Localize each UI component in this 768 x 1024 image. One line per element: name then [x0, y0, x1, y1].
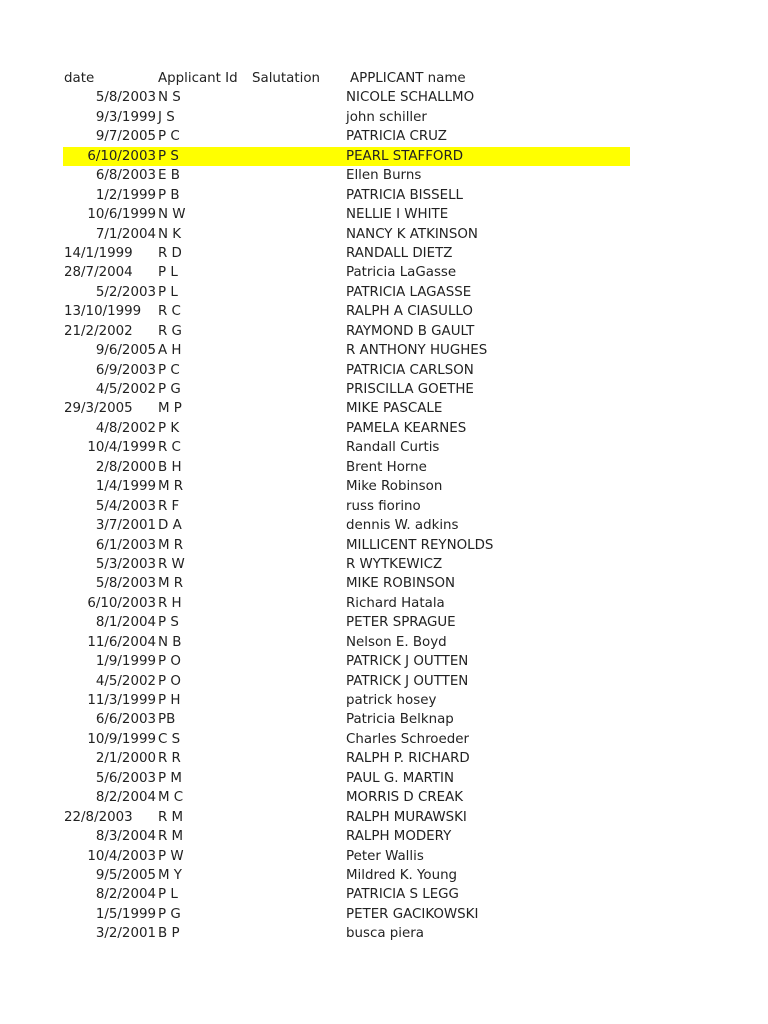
applicant-name-cell[interactable]: PATRICIA CRUZ: [346, 129, 447, 145]
header-applicant-id: Applicant Id: [158, 71, 238, 86]
applicant-name-cell[interactable]: PAMELA KEARNES: [346, 420, 467, 436]
table-row[interactable]: [0, 827, 768, 846]
date-cell[interactable]: 3/7/2001: [95, 518, 156, 534]
applicant-id-cell[interactable]: P S: [158, 615, 179, 631]
applicant-name-cell[interactable]: Patricia Belknap: [346, 712, 454, 728]
applicant-id-cell[interactable]: M P: [158, 401, 182, 417]
date-cell[interactable]: 11/6/2004: [87, 634, 156, 650]
table-row[interactable]: [0, 438, 768, 457]
applicant-id-cell[interactable]: R M: [158, 829, 184, 845]
date-cell[interactable]: 9/7/2005: [95, 129, 156, 145]
applicant-id-cell[interactable]: N W: [158, 207, 186, 223]
applicant-id-cell[interactable]: M R: [158, 479, 184, 495]
date-cell[interactable]: 29/3/2005: [64, 401, 133, 417]
date-cell[interactable]: 5/4/2003: [95, 498, 156, 514]
applicant-id-cell[interactable]: E B: [158, 168, 180, 184]
table-row[interactable]: [0, 613, 768, 632]
applicant-id-cell[interactable]: R H: [158, 595, 182, 611]
applicant-id-cell[interactable]: B P: [158, 926, 180, 942]
applicant-name-cell[interactable]: NICOLE SCHALLMO: [346, 90, 475, 106]
applicant-name-cell[interactable]: R WYTKEWICZ: [346, 556, 443, 572]
applicant-name-cell[interactable]: NELLIE I WHITE: [346, 207, 449, 223]
applicant-name-cell[interactable]: MILLICENT REYNOLDS: [346, 537, 494, 553]
applicant-id-cell[interactable]: P C: [158, 129, 180, 145]
applicant-id-cell[interactable]: P C: [158, 362, 180, 378]
date-cell[interactable]: 6/1/2003: [95, 537, 156, 553]
applicant-id-cell[interactable]: P G: [158, 382, 181, 397]
table-row[interactable]: [0, 361, 768, 380]
applicant-id-cell[interactable]: N B: [158, 634, 182, 650]
applicant-id-cell[interactable]: N S: [158, 90, 181, 106]
applicant-id-cell[interactable]: P H: [158, 693, 181, 708]
applicant-id-cell[interactable]: P B: [158, 187, 180, 203]
applicant-id-cell[interactable]: B H: [158, 459, 182, 475]
header-date: date: [64, 71, 95, 86]
date-cell[interactable]: 6/6/2003: [95, 712, 156, 728]
applicant-id-cell[interactable]: P S: [158, 148, 179, 164]
date-cell[interactable]: 3/2/2001: [95, 926, 156, 942]
date-cell[interactable]: 6/10/2003: [87, 148, 156, 164]
applicant-name-cell[interactable]: PATRICIA S LEGG: [346, 887, 459, 903]
applicant-name-cell[interactable]: busca piera: [346, 926, 424, 942]
applicant-name-cell[interactable]: Randall Curtis: [346, 440, 440, 456]
applicant-name-cell[interactable]: RANDALL DIETZ: [346, 245, 453, 261]
table-row[interactable]: [0, 730, 768, 749]
date-cell[interactable]: 21/2/2002: [64, 323, 133, 339]
date-cell[interactable]: 10/9/1999: [87, 731, 156, 747]
applicant-name-cell[interactable]: PATRICK J OUTTEN: [346, 654, 469, 670]
table-row[interactable]: [0, 244, 768, 263]
applicant-id-cell[interactable]: R R: [158, 751, 181, 767]
table-row[interactable]: [0, 749, 768, 768]
table-row[interactable]: [0, 322, 768, 341]
applicant-id-cell[interactable]: P K: [158, 420, 180, 436]
table-row[interactable]: [0, 497, 768, 516]
applicant-name-cell[interactable]: Peter Wallis: [346, 848, 424, 864]
date-cell[interactable]: 22/8/2003: [64, 809, 133, 825]
applicant-id-cell[interactable]: R F: [158, 498, 180, 514]
table-row[interactable]: [0, 866, 768, 885]
table-row[interactable]: [0, 847, 768, 866]
applicant-id-cell[interactable]: C S: [158, 731, 181, 747]
applicant-name-cell[interactable]: PATRICIA BISSELL: [346, 187, 464, 203]
date-cell[interactable]: 1/4/1999: [95, 479, 156, 495]
applicant-name-cell[interactable]: PEARL STAFFORD: [346, 148, 464, 164]
data-rows: [0, 88, 768, 943]
date-cell[interactable]: 10/4/1999: [87, 440, 156, 456]
date-cell[interactable]: 8/2/2004: [95, 887, 156, 903]
applicant-name-cell[interactable]: R ANTHONY HUGHES: [346, 343, 488, 359]
applicant-id-cell[interactable]: D A: [158, 518, 182, 534]
applicant-name-cell[interactable]: Mildred K. Young: [346, 867, 458, 883]
date-cell[interactable]: 9/3/1999: [95, 109, 156, 125]
applicant-id-cell[interactable]: P L: [158, 887, 178, 903]
applicant-name-cell[interactable]: Brent Horne: [346, 459, 427, 475]
applicant-name-cell[interactable]: PATRICIA LAGASSE: [346, 284, 472, 300]
table-row[interactable]: [0, 458, 768, 477]
date-cell[interactable]: 8/3/2004: [95, 829, 156, 845]
table-row[interactable]: [0, 769, 768, 788]
date-cell[interactable]: 9/6/2005: [95, 343, 156, 359]
applicant-id-cell[interactable]: P M: [158, 770, 182, 786]
date-cell[interactable]: 5/8/2003: [95, 90, 156, 106]
applicant-id-cell[interactable]: P O: [158, 654, 181, 670]
applicant-name-cell[interactable]: RALPH P. RICHARD: [346, 751, 470, 767]
applicant-name-cell[interactable]: RAYMOND B GAULT: [346, 323, 475, 339]
applicant-name-cell[interactable]: PATRICK J OUTTEN: [346, 673, 469, 689]
applicant-id-cell[interactable]: R M: [158, 809, 184, 825]
applicant-name-cell[interactable]: PETER GACIKOWSKI: [346, 906, 479, 922]
date-cell[interactable]: 9/5/2005: [95, 867, 156, 883]
date-cell[interactable]: 6/8/2003: [95, 168, 156, 184]
table-row[interactable]: [0, 380, 768, 399]
table-row[interactable]: [0, 205, 768, 224]
applicant-id-cell[interactable]: P G: [158, 906, 181, 922]
applicant-id-cell[interactable]: PB: [158, 712, 176, 728]
applicant-id-cell[interactable]: M Y: [158, 867, 182, 883]
applicant-id-cell[interactable]: R C: [158, 304, 181, 320]
applicant-name-cell[interactable]: Richard Hatala: [346, 595, 445, 611]
table-row[interactable]: [0, 710, 768, 729]
table-row[interactable]: [0, 399, 768, 418]
table-row[interactable]: [0, 88, 768, 107]
table-row[interactable]: [0, 186, 768, 205]
date-cell[interactable]: 4/5/2002: [95, 673, 156, 689]
header-salutation: Salutation: [252, 71, 321, 86]
table-row[interactable]: [0, 341, 768, 360]
applicant-id-cell[interactable]: M R: [158, 537, 184, 553]
applicant-name-cell[interactable]: russ fiorino: [346, 498, 421, 514]
table-row[interactable]: [0, 652, 768, 671]
applicant-sheet: [0, 69, 768, 944]
applicant-id-cell[interactable]: M R: [158, 576, 184, 592]
applicant-id-cell[interactable]: M C: [158, 790, 184, 806]
table-row[interactable]: [0, 672, 768, 691]
table-row[interactable]: [0, 594, 768, 613]
table-row[interactable]: [0, 808, 768, 827]
applicant-name-cell[interactable]: PRISCILLA GOETHE: [346, 382, 474, 397]
date-cell[interactable]: 10/4/2003: [87, 848, 156, 864]
table-row[interactable]: [0, 166, 768, 185]
applicant-id-cell[interactable]: P L: [158, 265, 178, 281]
date-cell[interactable]: 28/7/2004: [64, 265, 133, 281]
applicant-name-cell[interactable]: Charles Schroeder: [346, 731, 469, 747]
applicant-name-cell[interactable]: patrick hosey: [346, 693, 437, 708]
date-cell[interactable]: 13/10/1999: [64, 304, 142, 320]
table-row[interactable]: [0, 127, 768, 146]
applicant-name-cell[interactable]: Mike Robinson: [346, 479, 443, 495]
table-row[interactable]: [0, 225, 768, 244]
applicant-name-cell[interactable]: RALPH A CIASULLO: [346, 304, 473, 320]
applicant-name-cell[interactable]: MIKE PASCALE: [346, 401, 443, 417]
applicant-name-cell[interactable]: NANCY K ATKINSON: [346, 226, 478, 242]
header-row: [0, 69, 768, 88]
table-row[interactable]: [0, 633, 768, 652]
table-row[interactable]: [0, 477, 768, 496]
table-row[interactable]: [0, 555, 768, 574]
applicant-name-cell[interactable]: Nelson E. Boyd: [346, 634, 447, 650]
date-cell[interactable]: 7/1/2004: [95, 226, 156, 242]
table-row[interactable]: [0, 263, 768, 282]
applicant-id-cell[interactable]: N K: [158, 226, 182, 242]
date-cell[interactable]: 4/5/2002: [95, 382, 156, 397]
header-applicant-name: APPLICANT name: [350, 71, 466, 86]
date-cell[interactable]: 2/1/2000: [95, 751, 156, 767]
applicant-id-cell[interactable]: P L: [158, 284, 178, 300]
applicant-name-cell[interactable]: PETER SPRAGUE: [346, 615, 456, 631]
date-cell[interactable]: 10/6/1999: [87, 207, 156, 223]
applicant-id-cell[interactable]: P W: [158, 848, 184, 864]
date-cell[interactable]: 14/1/1999: [64, 245, 133, 261]
date-cell[interactable]: 5/8/2003: [95, 576, 156, 592]
date-cell[interactable]: 1/5/1999: [95, 906, 156, 922]
date-cell[interactable]: 6/9/2003: [95, 362, 156, 378]
date-cell[interactable]: 11/3/1999: [87, 693, 156, 708]
table-row[interactable]: [0, 302, 768, 321]
table-row[interactable]: [0, 788, 768, 807]
table-row[interactable]: [0, 108, 768, 127]
applicant-name-cell[interactable]: RALPH MODERY: [346, 829, 452, 845]
date-cell[interactable]: 8/1/2004: [95, 615, 156, 631]
date-cell[interactable]: 1/2/1999: [95, 187, 156, 203]
applicant-name-cell[interactable]: MIKE ROBINSON: [346, 576, 456, 592]
table-row[interactable]: [0, 905, 768, 924]
applicant-name-cell[interactable]: Patricia LaGasse: [346, 265, 457, 281]
applicant-id-cell[interactable]: R D: [158, 245, 182, 261]
table-row[interactable]: [0, 419, 768, 438]
applicant-id-cell[interactable]: R W: [158, 556, 185, 572]
applicant-name-cell[interactable]: Ellen Burns: [346, 168, 422, 184]
table-row[interactable]: [0, 885, 768, 904]
applicant-id-cell[interactable]: R C: [158, 440, 181, 456]
table-row[interactable]: [0, 516, 768, 535]
table-row[interactable]: [0, 924, 768, 943]
applicant-id-cell[interactable]: R G: [158, 323, 182, 339]
applicant-name-cell[interactable]: MORRIS D CREAK: [346, 790, 464, 806]
applicant-id-cell[interactable]: P O: [158, 673, 181, 689]
applicant-id-cell[interactable]: J S: [158, 109, 175, 125]
table-row[interactable]: [0, 574, 768, 593]
applicant-name-cell[interactable]: RALPH MURAWSKI: [346, 809, 467, 825]
table-row[interactable]: [0, 283, 768, 302]
date-cell[interactable]: 2/8/2000: [95, 459, 156, 475]
date-cell[interactable]: 4/8/2002: [95, 420, 156, 436]
date-cell[interactable]: 5/3/2003: [95, 556, 156, 572]
applicant-name-cell[interactable]: dennis W. adkins: [346, 518, 459, 534]
table-row[interactable]: [0, 536, 768, 555]
date-cell[interactable]: 1/9/1999: [95, 654, 156, 670]
date-cell[interactable]: 6/10/2003: [87, 595, 156, 611]
date-cell[interactable]: 5/6/2003: [95, 770, 156, 786]
applicant-name-cell[interactable]: john schiller: [346, 109, 427, 125]
date-cell[interactable]: 8/2/2004: [95, 790, 156, 806]
applicant-name-cell[interactable]: PAUL G. MARTIN: [346, 770, 454, 786]
date-cell[interactable]: 5/2/2003: [95, 284, 156, 300]
table-row[interactable]: [0, 691, 768, 710]
applicant-id-cell[interactable]: A H: [158, 343, 182, 359]
applicant-name-cell[interactable]: PATRICIA CARLSON: [346, 362, 474, 378]
table-row[interactable]: [0, 147, 768, 166]
